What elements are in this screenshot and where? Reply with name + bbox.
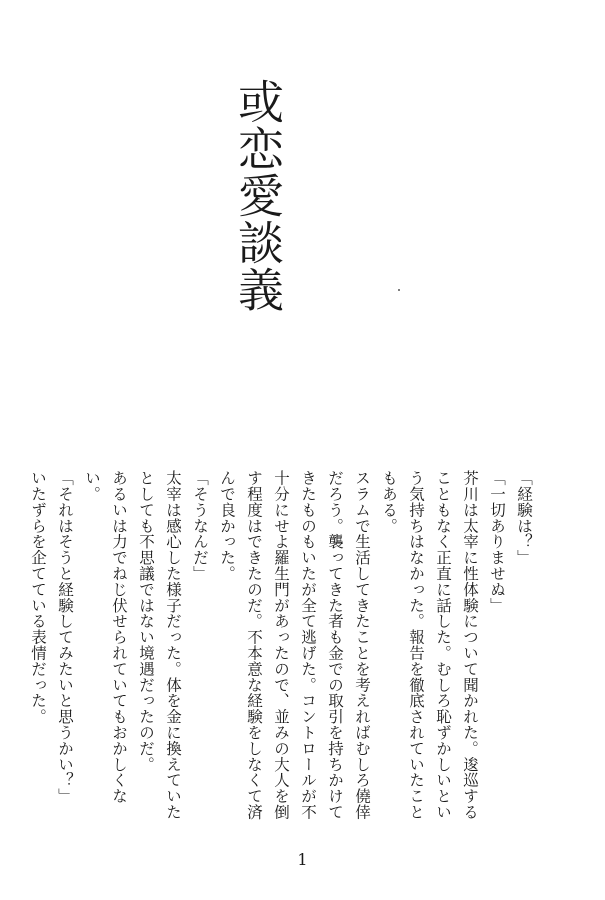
paragraph: いたずらを企てている表情だった。 <box>29 470 47 725</box>
story-title: 或恋愛談義 <box>231 78 285 313</box>
paragraph: スラムで生活してきたことを考えればむしろ僥倖だろう。襲ってきた者も金での取引を持ちかけてきたものもいたが全て逃げた。コントロールが不十分にせよ羅生門があったので、並みの大人を倒す程度はできたのだ。不本意な経験をしなくて済んで良かった。 <box>218 470 371 820</box>
paragraph: 「それはそうと経験してみたいと思うかい？」 <box>56 470 74 804</box>
page-number: 1 <box>297 850 308 869</box>
paragraph: 「一切ありませぬ」 <box>488 470 506 614</box>
paragraph: 芥川は太宰に性体験について聞かれた。逡巡することもなく正直に話した。むしろ恥ずかしいという気持ちはなかった。報告を徹底されていたこともある。 <box>380 470 479 820</box>
paragraph: 「経験は？」 <box>515 470 533 566</box>
paragraph: あるいは力でねじ伏せられていてもおかしくない。 <box>83 470 128 804</box>
story-body <box>24 470 537 830</box>
paragraph: 「そうなんだ」 <box>191 470 209 582</box>
print-speck <box>398 289 400 291</box>
paragraph: 太宰は感心した様子だった。体を金に換えていたとしても不思議ではない境遇だったのだ。 <box>137 470 182 820</box>
